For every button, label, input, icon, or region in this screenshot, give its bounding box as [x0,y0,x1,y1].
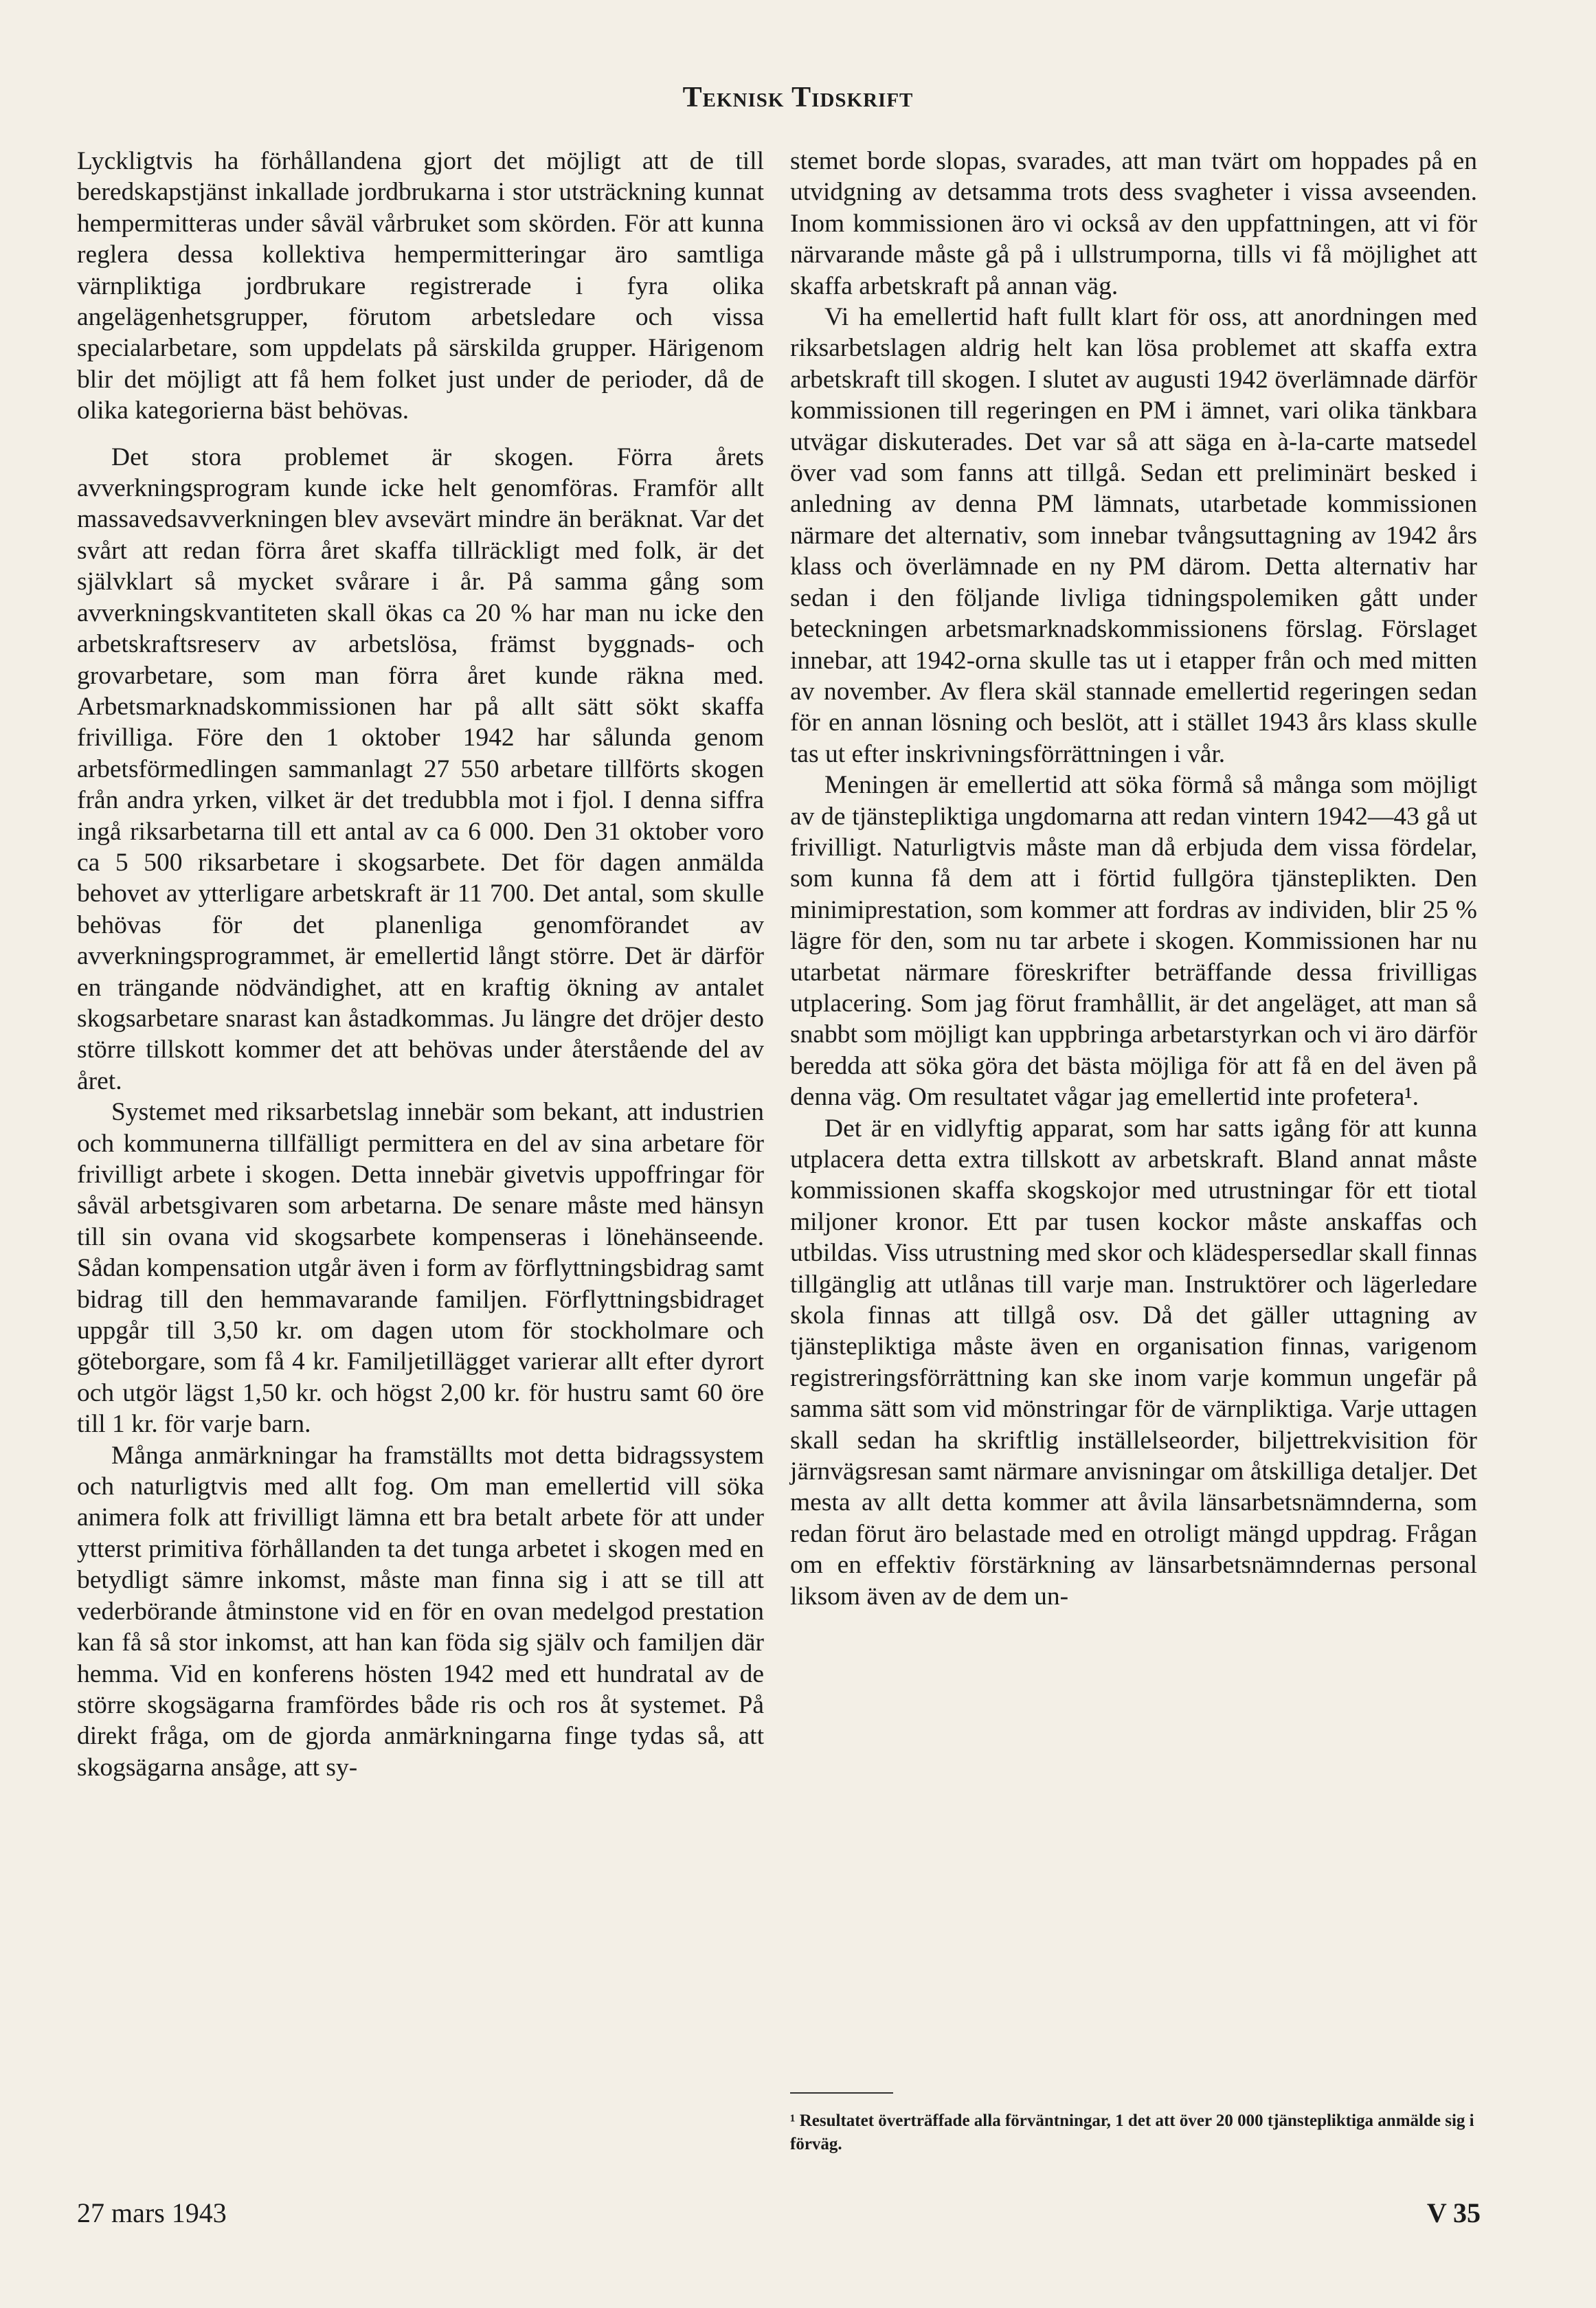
footnote-divider [790,2092,893,2094]
issue-date: 27 mars 1943 [77,2197,227,2228]
paragraph: Många anmärkningar ha framställts mot detta bidragssystem och naturligtvis med allt fog. Om man emellertid vill söka animera folk att frivilligt lämna ett bra betalt arbete för att under ytterst primitiva förhållanden ta det tunga arbetet i skogen med en betydligt sämre inkomst, måste man finna sig i att se till att vederbörande åtminstone vid en för en ovan medelgod prestation kan få så stor inkomst, att han kan föda sig själv och familjen där hemma. Vid en konferens hösten 1942 med ett hundratal av de större skogsägarna framfördes både ris och ros åt systemet. På direkt fråga, om de gjorda anmärkningarna finge tydas så, att skogsägarna ansåge, att sy- [77,1441,764,1782]
paragraph: Det stora problemet är skogen. Förra årets avverkningsprogram kunde icke helt genomföras. Framför allt massavedsavverkningen blev avsevärt mindre än beräknat. Var det svårt att redan förra året skaffa tillräckligt med folk, är det självklart så mycket svårare i år. På samma gång som avverkningskvantiteten skall ökas ca 20 % har man nu icke den arbetskraftsreserv av arbetslösa, främst byggnads- och grovarbetare, som man förra året kunde räkna med. Arbetsmarknadskommissionen har på allt sätt sökt skaffa frivilliga. Före den 1 oktober 1942 har sålunda genom arbetsförmedlingen sammanlagt 27 550 arbetare tillförts skogen från andra yrken, vilket är det tredubbla mot i fjol. I denna siffra ingå riksarbetarna till ett antal av ca 6 000. Den 31 oktober voro ca 5 500 riksarbetare i skogsarbete. Det för dagen anmälda behovet av ytterligare arbetskraft är 11 700. Det antal, som skulle behövas för det planenliga genomförandet av avverkningsprogrammet, är emellertid långt större. Det är därför en trängande nödvändighet, att en kraftig ökning av antalet skogsarbetare snarast kan åstadkommas. Ju längre det dröjer desto större tillskott kommer det att behövas under återstående del av året. [77,442,764,1095]
paragraph: stemet borde slopas, svarades, att man tvärt om hoppades på en utvidgning av detsamma trots dess svagheter i vissa avseenden. Inom kommissionen äro vi också av den uppfattningen, att vi för närvarande måste gå på i ullstrumporna, tills vi få möjlighet att skaffa arbetskraft på annan väg. [790,147,1477,300]
left-column [77,146,764,1783]
paragraph: Meningen är emellertid att söka förmå så många som möjligt av de tjänstepliktiga ungdomarna att redan vintern 1942—43 gå ut frivilligt. Naturligtvis måste man då erbjuda dem vissa fördelar, som kunna få dem att i förtid fullgöra tjänsteplikten. Den minimiprestation, som kommer att fordras av individen, blir 25 % lägre för den, som nu tar arbete i skogen. Kommissionen har nu utarbetat närmare föreskrifter beträffande dessa frivilligas utplacering. Som jag förut framhållit, är det angeläget, att man så snabbt som möjligt kan uppbringa arbetarstyrkan och vi äro därför beredda att söka göra det bästa möjliga för att få en del även på denna väg. Om resultatet vågar jag emellertid inte profetera¹. [790,771,1477,1112]
page-number: V 35 [1426,2197,1481,2228]
journal-title: Teknisk Tidskrift [682,82,914,113]
right-column [790,146,1477,1612]
paragraph: Systemet med riksarbetslag innebär som bekant, att industrien och kommunerna tillfälligt permittera en del av sina arbetare för frivilligt arbete i skogen. Detta innebär givetvis uppoffringar för såväl arbetsgivaren som arbetarna. De senare måste med hänsyn till sin ovana vid skogsarbete kompenseras i lönehänseende. Sådan kompensation utgår även i form av förflyttningsbidrag samt bidrag till den hemmavarande familjen. Förflyttningsbidraget uppgår till 3,50 kr. om dagen utom för stockholmare och göteborgare, som få 4 kr. Familjetillägget varierar allt efter dyrort och utgör lägst 1,50 kr. och högst 2,00 kr. för hustru samt 60 öre till 1 kr. för varje barn. [77,1098,764,1439]
paragraph: Vi ha emellertid haft fullt klart för oss, att anordningen med riksarbetslagen aldrig helt kan lösa problemet att skaffa extra arbetskraft till skogen. I slutet av augusti 1942 överlämnade därför kommissionen till regeringen en PM i ämnet, vari olika tänkbara utvägar diskuterades. Det var så att säga en à-la-carte matsedel över vad som fanns att tillgå. Sedan ett preliminärt besked i anledning av denna PM lämnats, utarbetade kommissionen närmare det alternativ, som innebar tvångsuttagning av 1942 års klass och överlämnade en ny PM därom. Detta alternativ har sedan i den följande livliga tidningspolemiken gått under beteckningen arbetsmarknadskommissionens förslag. Förslaget innebar, att 1942-orna skulle tas ut i etapper från och med mitten av november. Av flera skäl stannade emellertid regeringen sedan för en annan lösning och beslöt, att i stället 1943 års klass skulle tas ut efter inskrivningsförrättningen i vår. [790,303,1477,768]
paragraph: Lyckligtvis ha förhållandena gjort det möjligt att de till beredskapstjänst inkallade jordbrukarna i stor utsträckning kunnat hempermitteras under såväl vårbruket som skörden. För att kunna reglera dessa kollektiva hempermitteringar äro samtliga värnpliktiga jordbrukare registrerade i fyra olika angelägenhetsgrupper, förutom arbetsledare och vissa specialarbetare, som uppdelats på särskilda grupper. Härigenom blir det möjligt att få hem folket just under de perioder, då de olika kategorierna bäst behövas. [77,147,764,425]
footnote: ¹ Resultatet överträffade alla förväntningar, 1 det att över 20 000 tjänstepliktiga anmälde sig i förväg. [790,2111,1474,2153]
paragraph: Det är en vidlyftig apparat, som har satts igång för att kunna utplacera detta extra tillskott av arbetskraft. Bland annat måste kommissionen skaffa skogskojor med utrustningar för ett tiotal miljoner kronor. Ett par tusen kockor måste anskaffas och utbildas. Viss utrustning med skor och klädespersedlar skall finnas tillgänglig att utlånas till varje man. Instruktörer och lägerledare skola finnas att tillgå osv. Då det gäller uttagning av tjänstepliktiga måste även en organisation finnas, varigenom registreringsförrättning kan ske inom varje kommun ungefär på samma sätt som vid mönstringar för de värnpliktiga. Varje uttagen skall sedan ha skriftlig inställelseorder, biljettrekvisition för järnvägsresan samt närmare anvisningar om åtskilliga detaljer. Det mesta av allt detta kommer att åvila länsarbetsnämnderna, som redan förut äro belastade med en otroligt mängd uppdrag. Frågan om en effektiv förstärkning av länsarbetsnämndernas personal liksom även av de dem un- [790,1114,1477,1611]
